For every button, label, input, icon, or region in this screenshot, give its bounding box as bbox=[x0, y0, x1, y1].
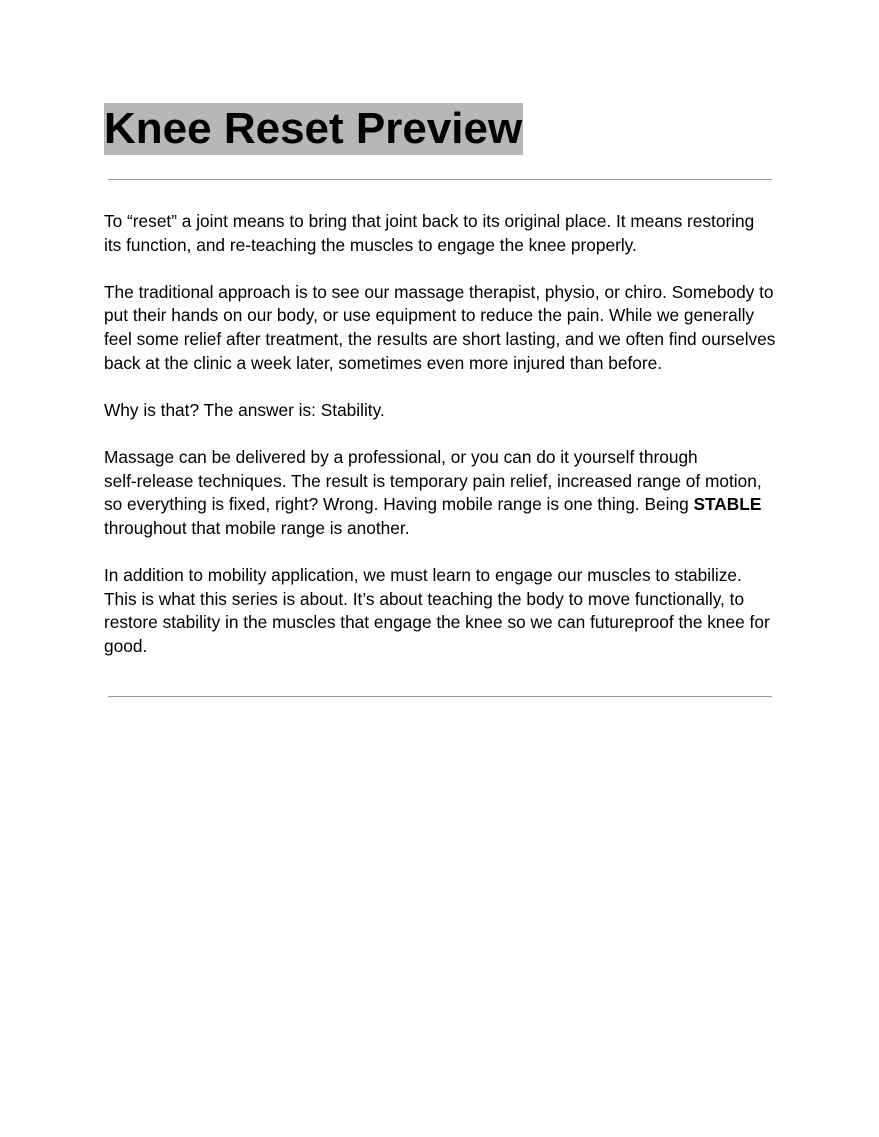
bottom-divider bbox=[108, 696, 772, 697]
paragraph-line: feel some relief after treatment, the results are short lasting, and we often find ourselves bbox=[104, 328, 776, 349]
emphasis-stable: STABLE bbox=[693, 494, 762, 515]
page-title: Knee Reset Preview bbox=[104, 104, 523, 153]
paragraph-line: This is what this series is about. It’s about teaching the body to move functionally, to bbox=[104, 588, 745, 609]
paragraph-line: To “reset” a joint means to bring that joint back to its original place. It means restoring bbox=[104, 211, 755, 231]
paragraph-line: The traditional approach is to see our massage therapist, physio, or chiro. Somebody to bbox=[104, 281, 774, 302]
paragraph-line: good. bbox=[104, 635, 148, 656]
paragraph-line-text: so everything is fixed, right? Wrong. Having mobile range is one thing. Being bbox=[104, 494, 689, 515]
paragraph-line: put their hands on our body, or use equipment to reduce the pain. While we generally bbox=[104, 305, 755, 326]
paragraph-5 bbox=[104, 564, 784, 658]
paragraph-line: its function, and re-teaching the muscles to engage the knee properly. bbox=[104, 234, 637, 255]
paragraph-2 bbox=[104, 281, 784, 375]
paragraph-line: In addition to mobility application, we must learn to engage our muscles to stabilize. bbox=[104, 564, 742, 585]
paragraph-4 bbox=[104, 446, 784, 540]
top-divider bbox=[108, 179, 772, 180]
paragraph-line: self-release techniques. The result is temporary pain relief, increased range of motion, bbox=[104, 470, 762, 491]
paragraph-1 bbox=[104, 210, 784, 257]
paragraph-line-with-emphasis bbox=[104, 493, 784, 517]
paragraph-line: Why is that? The answer is: Stability. bbox=[104, 399, 385, 420]
paragraph-line: back at the clinic a week later, sometimes even more injured than before. bbox=[104, 352, 663, 373]
document-body bbox=[104, 210, 784, 682]
paragraph-line: Massage can be delivered by a professional, or you can do it yourself through bbox=[104, 446, 698, 467]
paragraph-line: restore stability in the muscles that engage the knee so we can futureproof the knee for bbox=[104, 612, 770, 633]
title-container bbox=[104, 103, 523, 155]
paragraph-3 bbox=[104, 399, 784, 423]
paragraph-line: throughout that mobile range is another. bbox=[104, 517, 410, 538]
